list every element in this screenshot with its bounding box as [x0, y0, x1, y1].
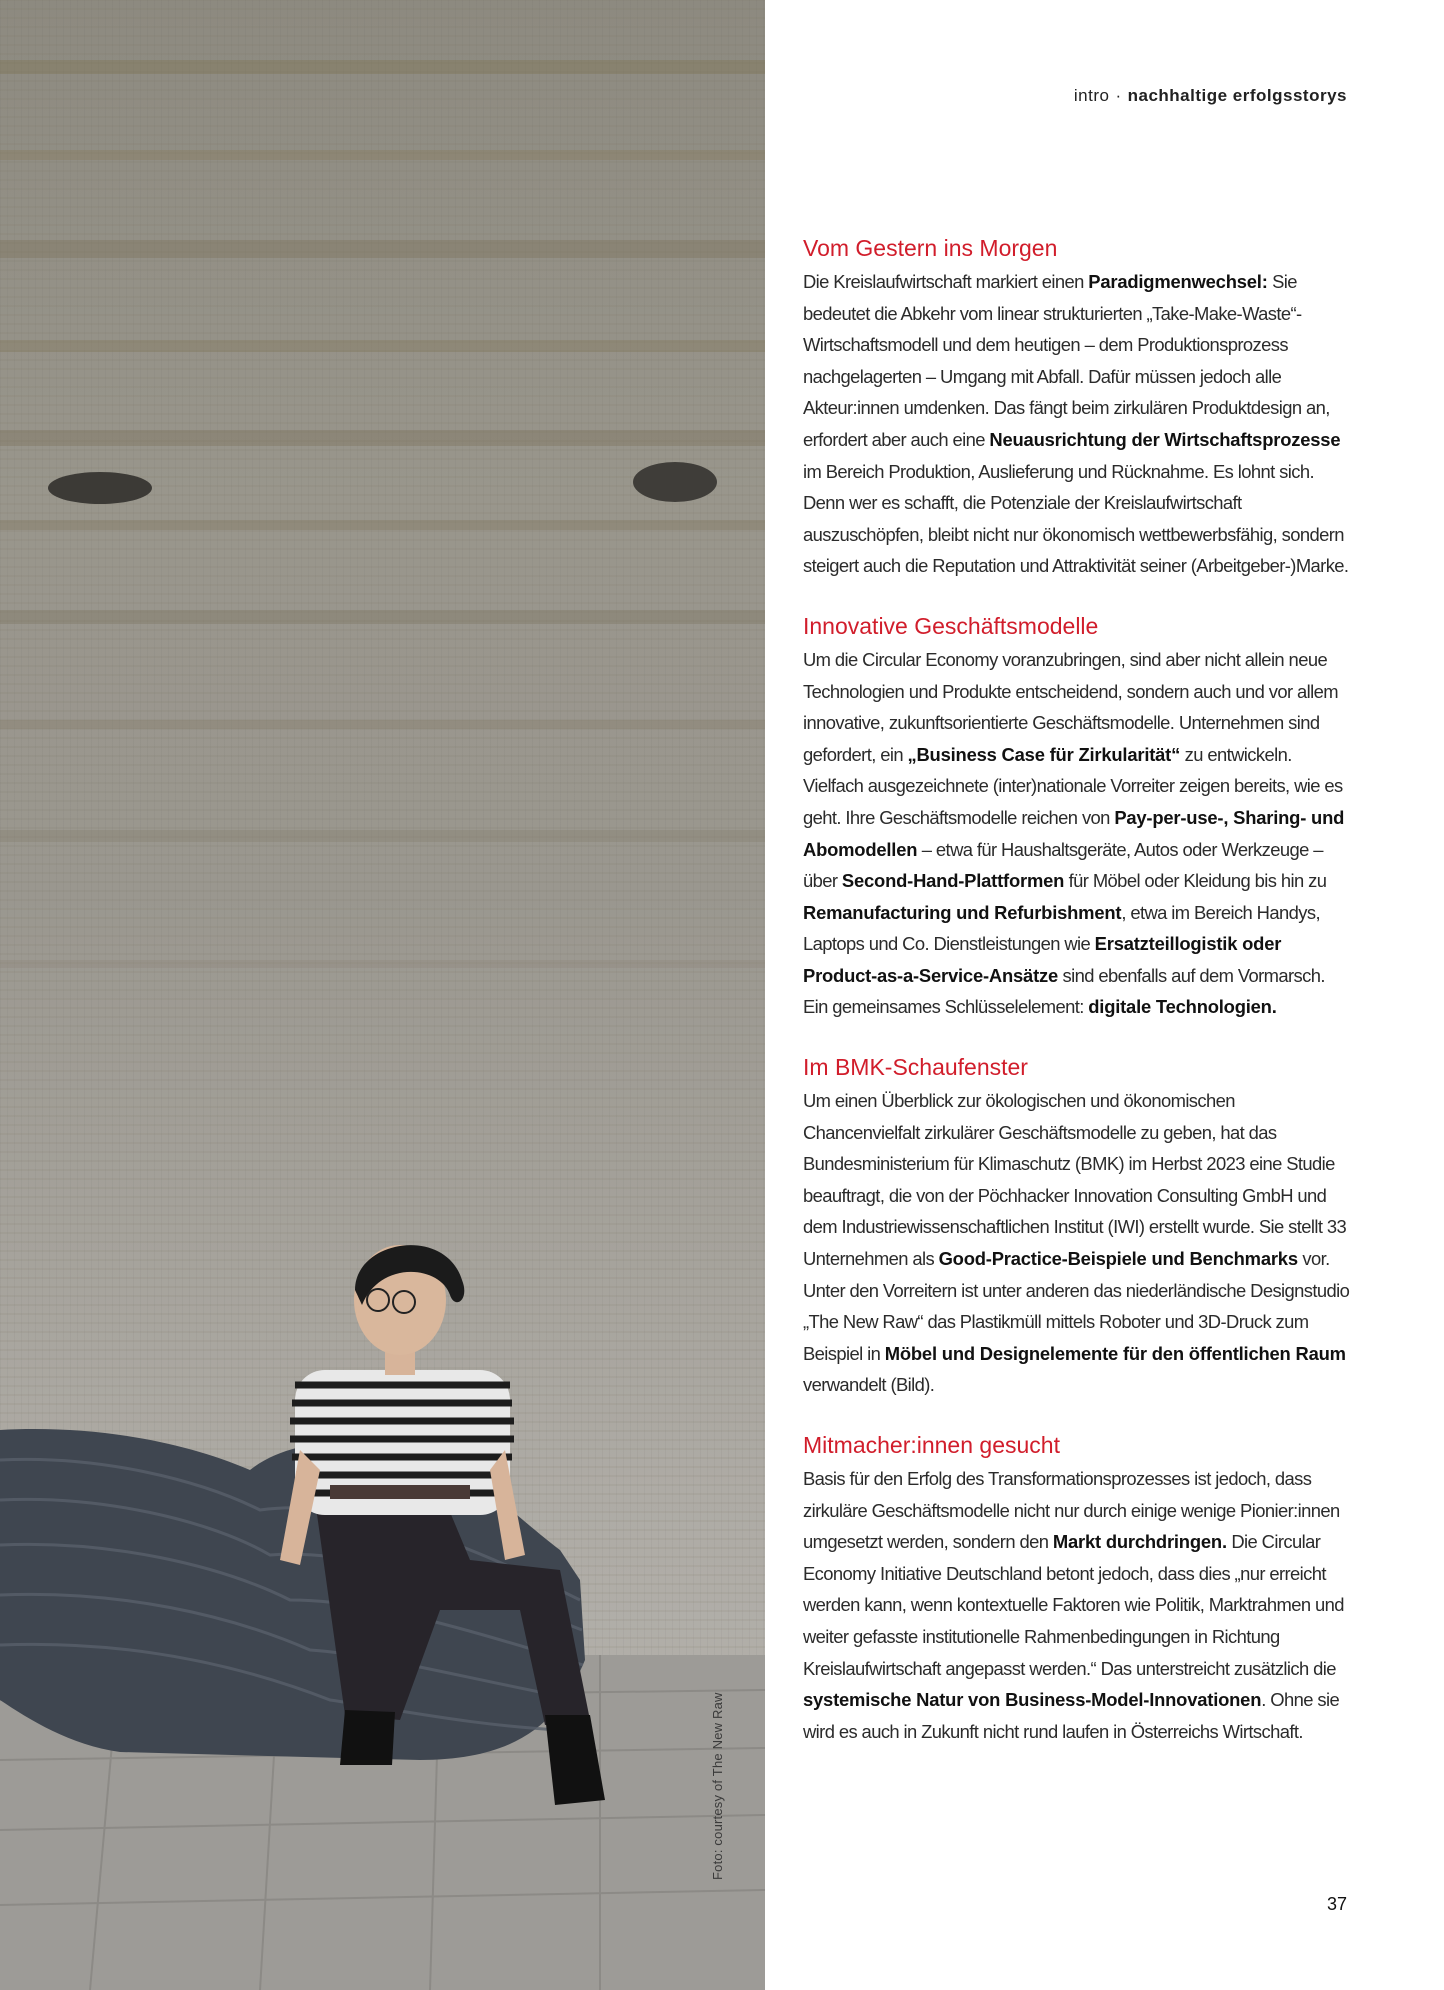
wall-texture — [0, 60, 765, 968]
section-heading: Im BMK-Schaufenster — [803, 1054, 1028, 1081]
emphasis-text: Second-Hand-Plattformen — [841, 870, 1065, 892]
body-text: – etwa für Haushaltsgeräte, Autos oder Werkzeuge – über — [803, 838, 1323, 892]
body-text: sind ebenfalls auf dem Vormarsch. Ein gemeinsames Schlüsselelement: — [803, 964, 1325, 1018]
emphasis-text: Pay-per-use-, Sharing- und Abomodellen — [803, 806, 1345, 860]
emphasis-text: Remanufacturing und Refurbishment — [803, 901, 1122, 923]
body-text: verwandelt (Bild). — [803, 1374, 935, 1396]
running-header — [1074, 86, 1347, 106]
body-text: für Möbel oder Kleidung bis hin zu — [1064, 870, 1327, 892]
wall-hole-left — [48, 472, 152, 504]
body-text: im Bereich Produktion, Auslieferung und Rücknahme. Es lohnt sich. Denn wer es schafft, die Potenziale der Kreislaufwirtschaft auszuschöpfen, bleibt nicht nur ökonomisch wettbewerbsfähig, sondern steigert auch die Reputation und Attraktivität seiner (Arbeitgeber-)Marke. — [803, 460, 1349, 577]
body-text: Basis für den Erfolg des Transformationsprozesses ist jedoch, dass zirkuläre Geschäftsmodelle nicht nur durch einige wenige Pionier:innen umgesetzt werden, sondern den — [803, 1468, 1340, 1553]
section-paragraph — [803, 266, 1351, 582]
body-text: zu entwickeln. Vielfach ausgezeichnete (inter)nationale Vorreiter zeigen bereits, wie es geht. Ihre Geschäftsmodelle reichen von — [803, 743, 1343, 828]
body-text: vor. Unter den Vorreitern ist unter anderen das niederländische Designstudio „The New Raw“ das Plastikmüll mittels Roboter und 3D-Druck zum Beispiel in — [803, 1248, 1350, 1364]
emphasis-text: Markt durchdringen. — [1052, 1531, 1227, 1553]
body-text: Die Kreislaufwirtschaft markiert einen — [803, 271, 1089, 292]
section-heading: Innovative Geschäftsmodelle — [803, 612, 1099, 639]
emphasis-text: Möbel und Designelemente für den öffentlichen Raum — [884, 1342, 1346, 1364]
emphasis-text: digitale Technologien. — [1088, 996, 1277, 1018]
emphasis-text: „Business Case für Zirkularität“ — [907, 743, 1181, 765]
section-mitmacher-innen — [803, 1429, 1351, 1747]
section-innovative-geschaeftsmodelle — [803, 610, 1351, 1023]
section-bmk-schaufenster — [803, 1051, 1351, 1401]
body-text: Um die Circular Economy voranzubringen, sind aber nicht allein neue Technologien und Produkte entscheidend, sondern auch und vor allem innovative, zukunftsorientierte Geschäftsmodelle. Unternehmen sind gefordert, ein — [803, 648, 1338, 765]
body-text: . Ohne sie wird es auch in Zukunft nicht rund laufen in Österreichs Wirtschaft. — [803, 1689, 1340, 1742]
header-separator: · — [1115, 86, 1122, 105]
emphasis-text: Neuausrichtung der Wirtschaftsprozesse — [989, 428, 1341, 450]
body-text: Die Circular Economy Initiative Deutschland betont jedoch, dass dies „nur erreicht werden kann, wenn kontextuelle Faktoren wie Politik, Marktrahmen und weiter gefasste institutionelle Rahmenbedingungen in Richtung Kreislaufwirtschaft angepasst werden.“ Das unterstreicht zusätzlich die — [803, 1531, 1344, 1679]
section-heading: Mitmacher:innen gesucht — [803, 1432, 1060, 1458]
body-text: Um einen Überblick zur ökologischen und ökonomischen Chancenvielfalt zirkulärer Geschäftsmodelle zu geben, hat das Bundesministerium für Klimaschutz (BMK) im Herbst 2023 eine Studie beauftragt, die von der Pöchhacker Innovation Consulting GmbH und dem Industriewissenschaftlichen Institut (IWI) erstellt wurde. Sie stellt 33 Unternehmen als — [803, 1090, 1347, 1270]
section-vom-gestern — [803, 232, 1351, 582]
body-text: , etwa im Bereich Handys, Laptops und Co. Dienstleistungen wie — [803, 901, 1320, 955]
emphasis-text: Paradigmenwechsel: — [1088, 271, 1268, 292]
article-body — [803, 232, 1351, 1775]
header-section: intro — [1073, 86, 1110, 105]
body-text: Sie bedeutet die Abkehr vom linear strukturierten „Take-Make-Waste“-Wirtschaftsmodell und dem heutigen – dem Produktionsprozess nachgelagerten – Umgang mit Abfall. Dafür müssen jedoch alle Akteur:innen umdenken. Das fängt beim zirkulären Produktdesign an, erfordert aber auch eine — [803, 271, 1330, 450]
emphasis-text: systemische Natur von Business-Model-Innovationen — [803, 1689, 1262, 1711]
emphasis-text: Ersatzteillogistik oder Product-as-a-Service-Ansätze — [803, 933, 1282, 986]
section-heading: Vom Gestern ins Morgen — [803, 235, 1058, 261]
emphasis-text: Good-Practice-Beispiele und Benchmarks — [938, 1248, 1298, 1270]
header-topic: nachhaltige erfolgsstorys — [1127, 86, 1347, 105]
section-paragraph — [803, 1085, 1351, 1401]
wall-hole-right — [633, 462, 717, 502]
section-paragraph — [803, 1463, 1351, 1747]
page-number: 37 — [1326, 1894, 1347, 1914]
section-paragraph — [803, 644, 1351, 1023]
photo-credit: Foto: courtesy of The New Raw — [710, 1692, 725, 1880]
